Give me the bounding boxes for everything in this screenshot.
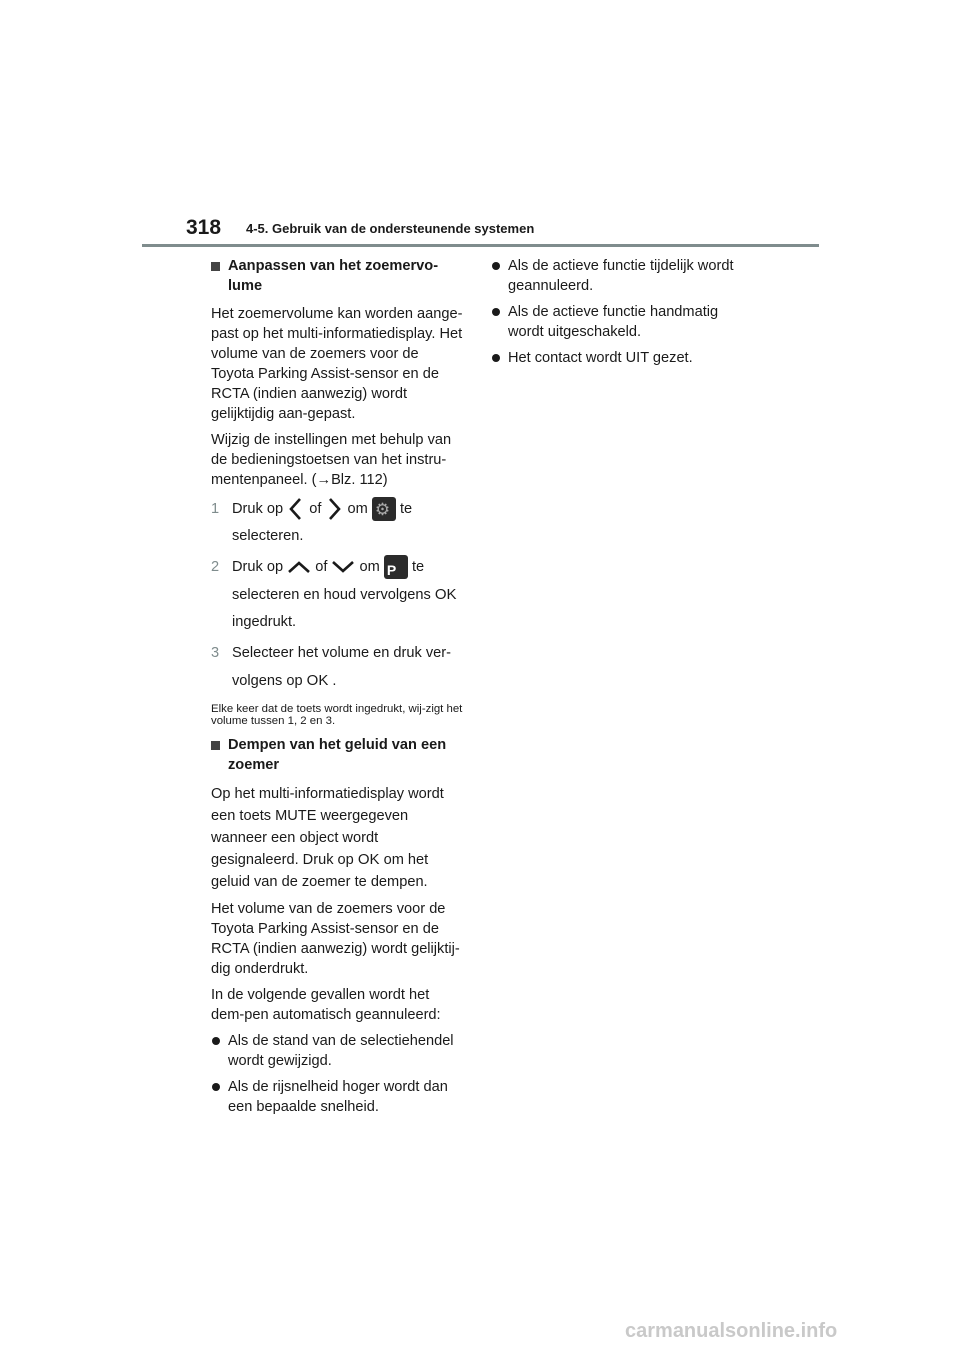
heading-text: Dempen van het geluid van een zoemer	[228, 737, 447, 773]
bullet-dot-icon	[212, 1037, 220, 1045]
square-bullet-icon	[211, 741, 220, 750]
step-text: ingedrukt.	[232, 614, 297, 630]
bullet-dot-icon	[492, 262, 500, 270]
chevron-up-icon	[287, 558, 311, 576]
list-item-text: Als de actieve functie tijdelijk wordt geannuleerd.	[508, 258, 734, 294]
step-number: 1	[211, 501, 220, 517]
chevron-down-icon	[331, 558, 355, 576]
step-text: Druk op	[232, 559, 284, 575]
step-3	[211, 640, 465, 695]
paragraph: Wijzig de instellingen met behulp van de bedieningstoetsen van het instru-mentenpaneel. (→Blz. 112)	[211, 432, 452, 488]
settings-gear-icon: ⚙	[372, 497, 396, 521]
step-number: 2	[211, 559, 220, 575]
paragraph: Het volume van de zoemers voor de Toyota Parking Assist-sensor en de RCTA (indien aanwezig) wordt gelijktij-dig onderdrukt.	[211, 901, 460, 977]
step-text: .	[332, 673, 337, 689]
chevron-right-icon	[325, 497, 343, 521]
square-bullet-icon	[211, 262, 220, 271]
list-item	[491, 348, 751, 368]
bullet-dot-icon	[492, 308, 500, 316]
heading-text: Aanpassen van het zoemervo-lume	[228, 258, 439, 294]
list-item	[211, 1077, 465, 1117]
bullet-dot-icon	[492, 354, 500, 362]
paragraph: In de volgende gevallen wordt het dem-pen automatisch geannuleerd:	[211, 987, 441, 1023]
paragraph	[211, 783, 465, 893]
list-item	[211, 1031, 465, 1071]
paragraph: Het zoemervolume kan worden aange-past op het multi-informatiedisplay. Het volume van de zoemers voor de Toyota Parking Assist-sensor en de RCTA (indien aanwezig) wordt gelijktijdig aan-gepast.	[211, 306, 463, 422]
right-column	[491, 256, 751, 374]
step-text: te selecteren en houd vervolgens	[232, 559, 431, 603]
section-title: 4-5. Gebruik van de ondersteunende systemen	[246, 221, 535, 236]
list-item-text: Als de actieve functie handmatig wordt uitgeschakeld.	[508, 304, 719, 340]
chevron-left-icon	[287, 497, 305, 521]
page-number: 318	[186, 216, 222, 239]
step-text: te selecteren.	[232, 501, 413, 544]
step-2	[211, 554, 465, 636]
step-text: of	[309, 501, 322, 517]
heading-buzzer-volume	[211, 256, 465, 296]
step-1	[211, 496, 465, 550]
list-item-text: Het contact wordt UIT gezet.	[508, 350, 693, 366]
parking-assist-icon: P	[384, 555, 408, 579]
ok-button-icon: OK	[434, 586, 457, 603]
step-text: om	[347, 501, 368, 517]
watermark: carmanualsonline.info	[625, 1320, 838, 1342]
paragraph-text: om het geluid van de zoemer te dempen.	[211, 852, 429, 890]
step-number: 3	[211, 645, 220, 661]
left-column	[211, 256, 465, 1123]
heading-mute-buzzer	[211, 735, 465, 775]
step-text: om	[359, 559, 380, 575]
list-item	[491, 302, 751, 342]
header-rule	[142, 244, 819, 247]
step-text: Selecteer het volume en druk ver-volgens op	[232, 645, 452, 689]
ok-button-icon: OK	[357, 851, 380, 868]
bullet-dot-icon	[212, 1083, 220, 1091]
list-item	[491, 256, 751, 296]
step-text: Druk op	[232, 501, 284, 517]
step-text: of	[315, 559, 328, 575]
list-item-text: Als de stand van de selectiehendel wordt gewijzigd.	[228, 1033, 454, 1069]
paragraph-text: Op het multi-informatiedisplay wordt een toets MUTE weergegeven wanneer een object wordt gesignaleerd. Druk op	[211, 786, 444, 868]
note: Elke keer dat de toets wordt ingedrukt, wij-zigt het volume tussen 1, 2 en 3.	[211, 703, 463, 727]
ok-button-icon: OK	[306, 672, 329, 689]
list-item-text: Als de rijsnelheid hoger wordt dan een bepaalde snelheid.	[228, 1079, 448, 1115]
